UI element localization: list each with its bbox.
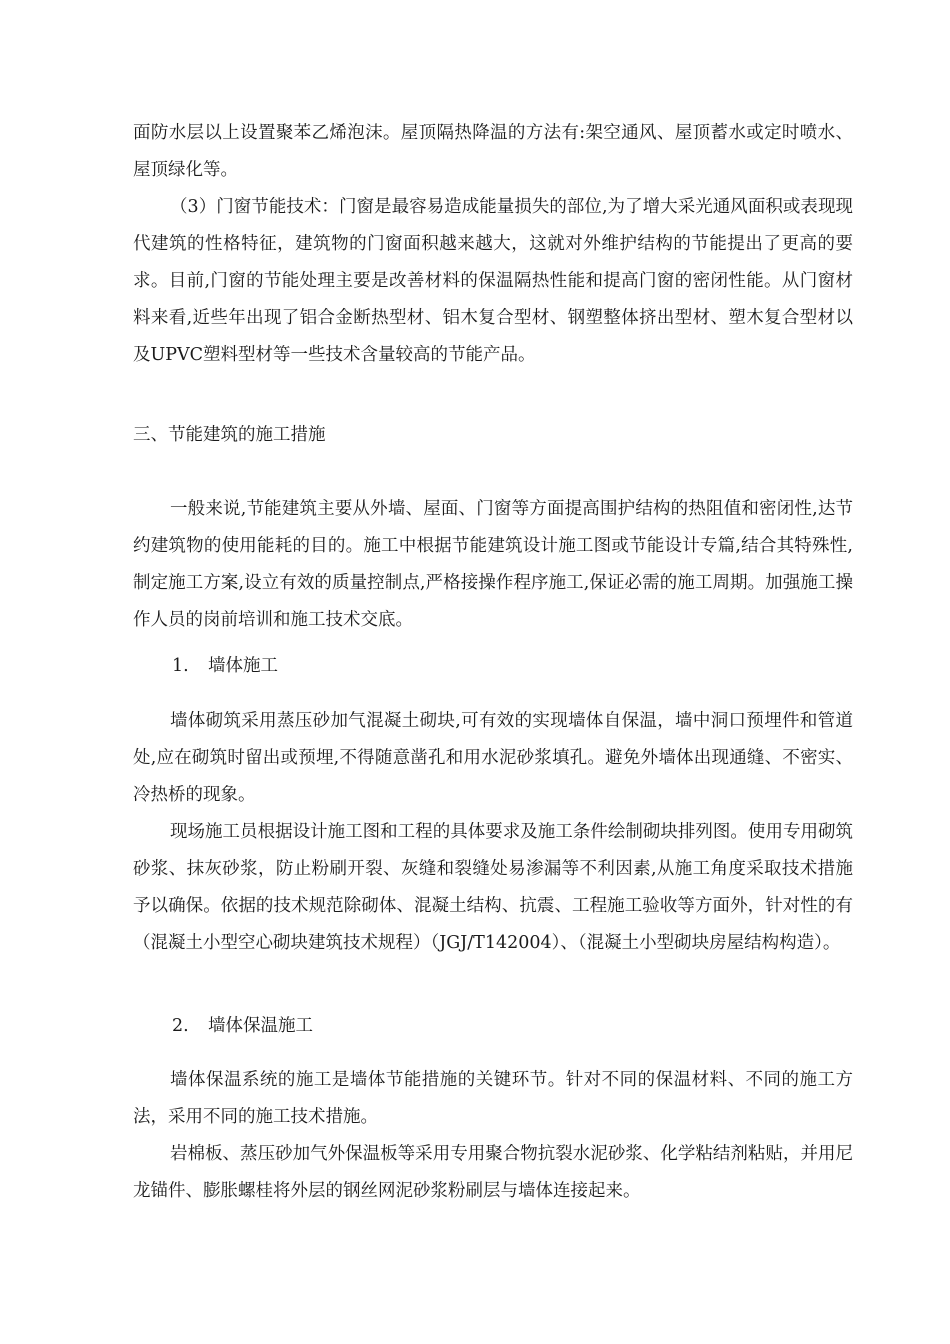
paragraph-rock-wool-board: 岩棉板、蒸压砂加气外保温板等采用专用聚合物抗裂水泥砂浆、化学粘结剂粘贴，并用尼龙锚件、膨胀螺桂将外层的钢丝网泥砂浆粉刷层与墙体连接起来。: [133, 1144, 853, 1201]
paragraph-door-window-tech: （3）门窗节能技术：门窗是最容易造成能量损失的部位,为了增大采光通风面积或表现现代建筑的性格特征，建筑物的门窗面积越来越大，这就对外维护结构的节能提出了更高的要求。目前,门窗的节能处理主要是改善材料的保温隔热性能和提高门窗的密闭性能。从门窗材料来看,近些年出现了铝合金断热型材、铝木复合型材、钢塑整体挤出型材、塑木复合型材以及UPVC塑料型材等一些技术含量较高的节能产品。: [133, 197, 853, 365]
paragraph-insulation-system: 墙体保温系统的施工是墙体节能措施的关键环节。针对不同的保温材料、不同的施工方法，采用不同的施工技术措施。: [133, 1070, 853, 1127]
section-heading-construction-measures: 三、节能建筑的施工措施: [133, 425, 326, 445]
paragraph-wall-masonry: 墙体砌筑采用蒸压砂加气混凝土砌块,可有效的实现墙体自保温，墙中洞口预埋件和管道处,应在砌筑时留出或预埋,不得随意凿孔和用水泥砂浆填孔。避免外墙体出现通缝、不密实、冷热桥的现象。: [133, 711, 853, 805]
paragraph-site-construction: 现场施工员根据设计施工图和工程的具体要求及施工条件绘制砌块排列图。使用专用砌筑砂浆、抹灰砂浆，防止粉刷开裂、灰缝和裂缝处易渗漏等不利因素,从施工角度采取技术措施予以确保。依据的技术规范除砌体、混凝土结构、抗震、工程施工验收等方面外，针对性的有（混凝土小型空心砌块建筑技术规程）（JGJ/T142004）、（混凝土小型砌块房屋结构构造）。: [133, 822, 853, 953]
paragraph-roof-insulation: 面防水层以上设置聚苯乙烯泡沫。屋顶隔热降温的方法有:架空通风、屋顶蓄水或定时喷水、屋顶绿化等。: [133, 123, 853, 180]
list-item-number: 2.: [172, 1016, 189, 1036]
paragraph-general-intro: 一般来说,节能建筑主要从外墙、屋面、门窗等方面提高围护结构的热阻值和密闭性,达节约建筑物的使用能耗的目的。施工中根据节能建筑设计施工图或节能设计专篇,结合其特殊性,制定施工方案,设立有效的质量控制点,严格接操作程序施工,保证必需的施工周期。加强施工操作人员的岗前培训和施工技术交底。: [133, 499, 853, 630]
list-item-wall-construction: [172, 648, 278, 685]
list-item-title: 墙体施工: [208, 656, 278, 676]
list-item-number: 1.: [172, 656, 189, 676]
list-item-title: 墙体保温施工: [208, 1016, 313, 1036]
list-item-wall-insulation: [172, 1008, 313, 1045]
